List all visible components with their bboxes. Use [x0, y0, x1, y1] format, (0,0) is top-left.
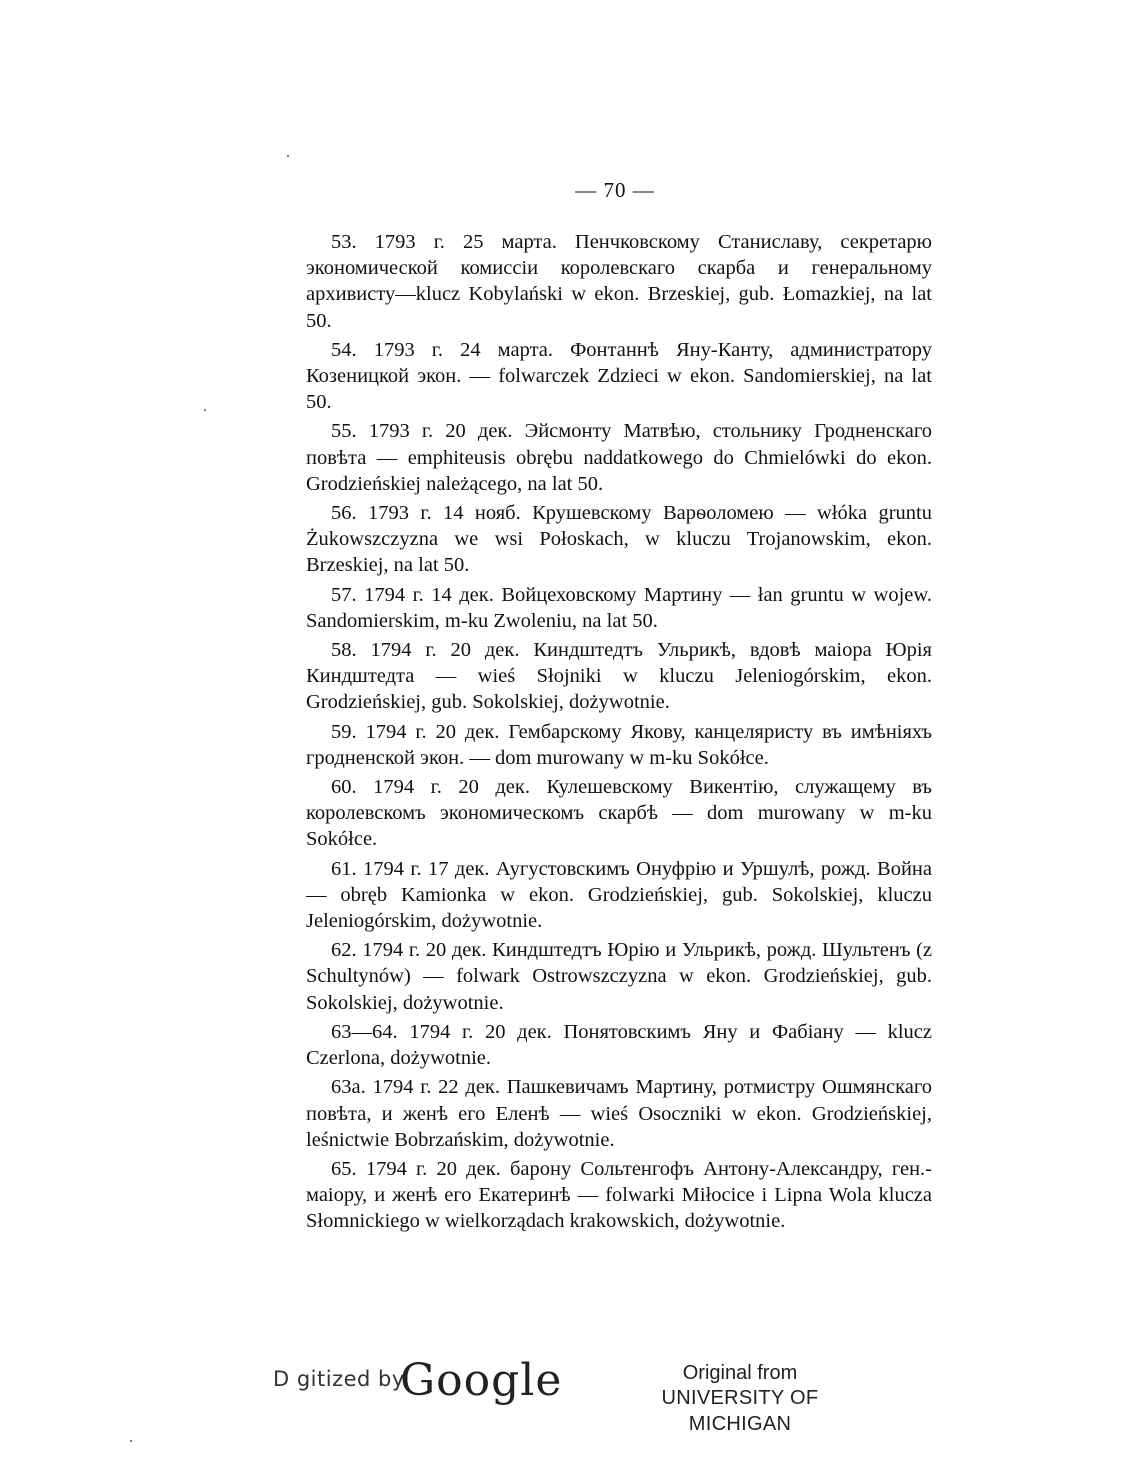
entry-63a: 63a. 1794 г. 22 дек. Пашкевичамъ Мартину, ротмистру Ошмянскаго повѣта, и женѣ его Еленѣ — wieś Osoczniki w ekon. Grodzieńskiej, leśnictwie Bobrzańskim, dożywotnie. — [306, 1076, 932, 1151]
entries-list — [306, 229, 932, 1238]
entry-65: 65. 1794 г. 20 дек. барону Сольтенгофъ Антону-Александру, ген.-маіору, и женѣ его Екатеринѣ — folwarki Miłocice i Lipna Wola klucza Słomnickiego w wielkorządach krakowskich, dożywotnie. — [306, 1157, 932, 1233]
entry-58: 58. 1794 г. 20 дек. Киндштедтъ Ульрикѣ, вдовѣ маіора Юрія Киндштедта — wieś Słojniki w kluczu Jeleniogórskim, ekon. Grodzieńskiej, gub. Sokolskiej, dożywotnie. — [306, 639, 932, 714]
entry-63-64: 63—64. 1794 г. 20 дек. Понятовскимъ Яну и Фабіану — klucz Czerlona, dożywotnie. — [306, 1020, 932, 1070]
scan-speck — [204, 409, 206, 411]
footer — [0, 1355, 1140, 1435]
original-from-line: Original from — [682, 1362, 798, 1384]
digitized-by-label: D gitized by — [273, 1367, 405, 1391]
entry-60: 60. 1794 г. 20 дек. Кулешевскому Викентію, служащему въ королевскомъ экономическомъ скарбѣ — dom murowany w m-ku Sokółce. — [306, 776, 932, 851]
page-number: — 70 — — [575, 178, 655, 202]
entry-61: 61. 1794 г. 17 дек. Аугустовскимъ Онуфрію и Уршулѣ, рожд. Война — obręb Kamionka w ekon. Grodzieńskiej, gub. Sokolskiej, kluczu Jeleniogórskim, dożywotnie. — [306, 857, 932, 933]
scan-speck — [287, 155, 289, 157]
google-logo: Google — [400, 1355, 563, 1406]
entry-59: 59. 1794 г. 20 дек. Гембарскому Якову, канцеляристу въ имѣніяхъ гродненской экон. — dom murowany w m-ku Sokółce. — [306, 720, 932, 769]
scan-speck — [130, 1440, 132, 1442]
entry-54: 54. 1793 г. 24 марта. Фонтаннѣ Яну-Канту, администратору Козеницкой экон. — folwarczek Zdzieci w ekon. Sandomierskiej, na lat 50. — [306, 338, 932, 414]
entry-57: 57. 1794 г. 14 дек. Войцеховскому Мартину — łan gruntu w wojew. Sandomierskim, m-ku Zwoleniu, na lat 50. — [306, 583, 932, 632]
entry-56: 56. 1793 г. 14 нояб. Крушевскому Варѳоломею — włóka gruntu Żukowszczyzna we wsi Połoskach, w kluczu Trojanowskim, ekon. Brzeskiej, na lat 50. — [306, 502, 932, 577]
entry-53: 53. 1793 г. 25 марта. Пенчковскому Станиславу, секретарю экономической комиссіи королевскаго скарба и генеральному архивисту—klucz Kobylański w ekon. Brzeskiej, gub. Łomazkiej, na lat 50. — [306, 231, 932, 332]
entry-55: 55. 1793 г. 20 дек. Эйсмонту Матвѣю, стольнику Гродненскаго повѣта — emphiteusis obrębu naddatkowego do Chmielówki do ekon. Grodzieńskiej należącego, na lat 50. — [306, 420, 932, 495]
original-from-label — [620, 1361, 860, 1437]
entry-62: 62. 1794 г. 20 дек. Киндштедтъ Юрію и Ульрикѣ, рожд. Шультенъ (z Schultynów) — folwark Ostrowszczyzna w ekon. Grodzieńskiej, gub. Sokolskiej, dożywotnie. — [306, 939, 932, 1014]
university-name: UNIVERSITY OF MICHIGAN — [661, 1387, 819, 1435]
